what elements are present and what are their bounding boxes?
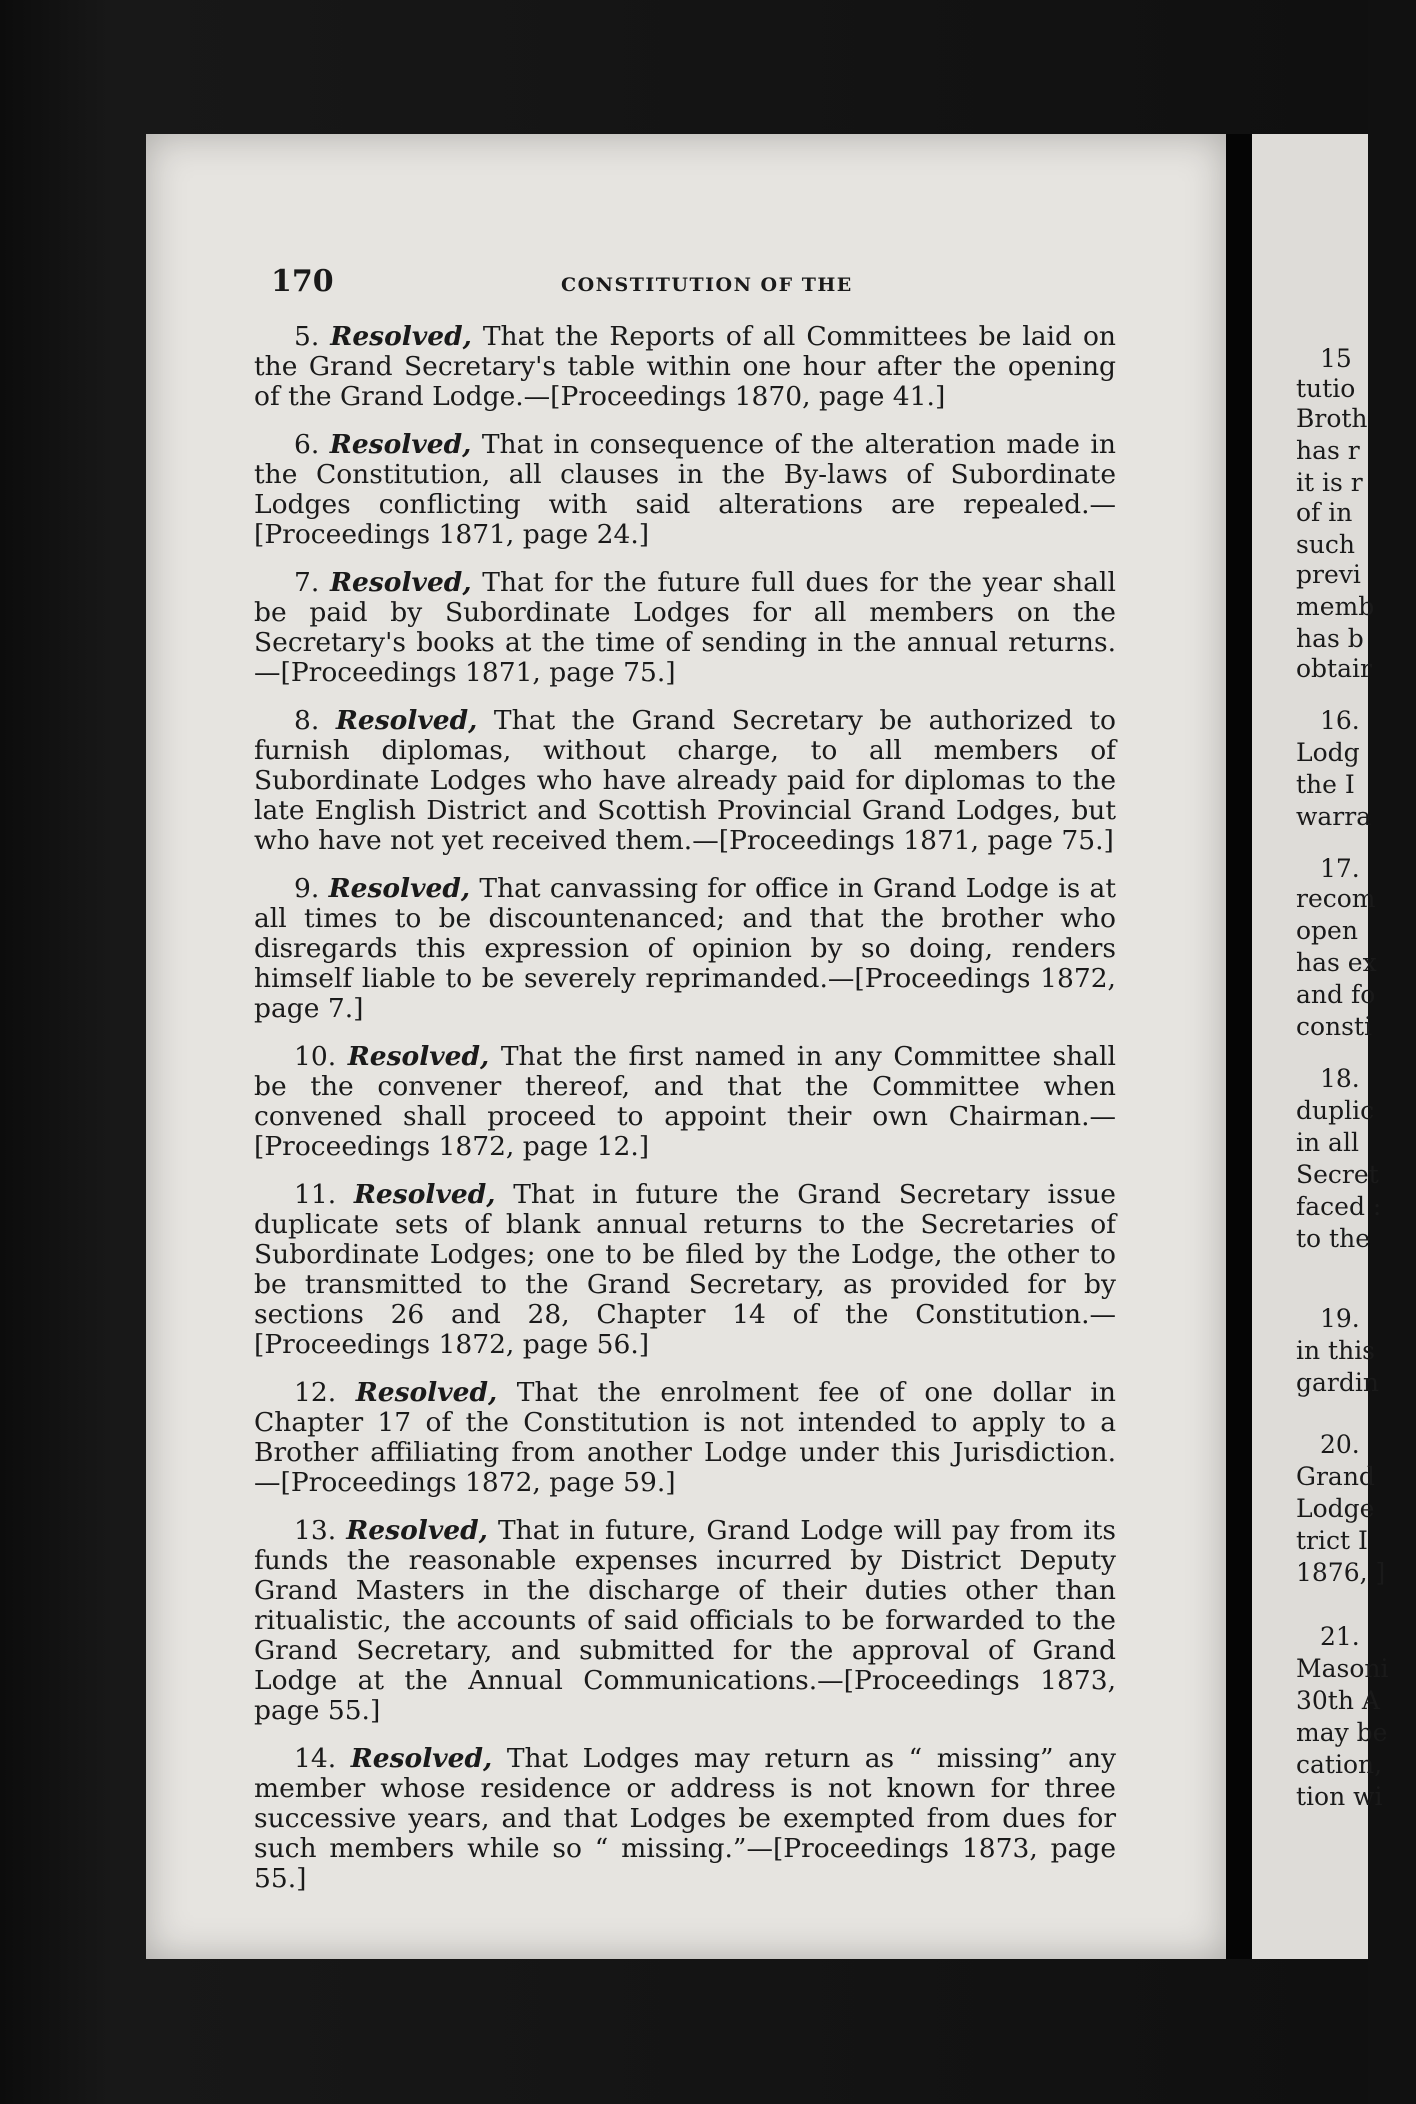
facing-page-fragment: Grand	[1296, 1462, 1375, 1491]
facing-page-fragment: 20.	[1320, 1430, 1360, 1459]
resolution-lead: Resolved,	[346, 1515, 488, 1546]
facing-page-fragment: 1876, ]	[1296, 1558, 1386, 1587]
page-right-fragment	[1252, 134, 1389, 1959]
page-header	[271, 264, 1111, 308]
facing-page-fragment: open	[1296, 916, 1358, 945]
facing-page-fragment: consti	[1296, 1012, 1373, 1041]
resolution-number: 8.	[294, 705, 320, 736]
facing-page-fragment: it is r	[1296, 468, 1363, 497]
resolution-number: 9.	[294, 873, 320, 904]
facing-page-fragment: of in	[1296, 498, 1353, 527]
facing-page-fragment: previ	[1296, 560, 1361, 589]
facing-page-fragment: has r	[1296, 436, 1360, 465]
facing-page-fragment: Broth	[1296, 404, 1368, 433]
resolution-14	[254, 1744, 1116, 1894]
facing-page-fragment: gardin	[1296, 1368, 1379, 1397]
resolution-5	[254, 322, 1116, 412]
facing-page-fragment: 21.	[1320, 1622, 1360, 1651]
facing-page-fragment: duplic	[1296, 1096, 1375, 1125]
facing-page-fragment: cation,	[1296, 1750, 1383, 1779]
resolution-10	[254, 1042, 1116, 1162]
resolution-number: 5.	[294, 321, 320, 352]
resolution-lead: Resolved,	[350, 1743, 493, 1774]
resolution-lead: Resolved,	[329, 429, 472, 460]
facing-page-fragment: trict I	[1296, 1526, 1368, 1555]
resolution-text: That canvassing for office in Grand Lodge is at all times to be discountenanced; and that the brother who disregards this expression of opinion by so doing, renders himself liable to be severely reprimanded.—[Proceedings 1872, page 7.]	[254, 873, 1116, 1024]
resolution-lead: Resolved,	[330, 321, 472, 352]
resolution-text: That in consequence of the alteration made in the Constitution, all clauses in the By-laws of Subordinate Lodges conflicting with said alterations are repealed.—[Proceedings 1871, page 24.]	[254, 429, 1116, 550]
facing-page-fragment: 17.	[1320, 854, 1360, 883]
facing-page-fragment: 16.	[1320, 706, 1360, 735]
resolutions-list	[254, 322, 1116, 1912]
facing-page-fragment: in this	[1296, 1336, 1376, 1365]
facing-page-fragment: 30th A	[1296, 1686, 1380, 1715]
book-gutter	[1226, 134, 1252, 1959]
resolution-text: That the Reports of all Committees be laid on the Grand Secretary's table within one hour after the opening of the Grand Lodge.—[Proceedings 1870, page 41.]	[254, 321, 1116, 412]
resolution-text: That Lodges may return as “ missing” any member whose residence or address is not known for three successive years, and that Lodges be exempted from dues for such members while so “ missing.”—[Proceedings 1873, page 55.]	[254, 1743, 1116, 1894]
resolution-text: That in future the Grand Secretary issue duplicate sets of blank annual returns to the Secretaries of Subordinate Lodges; one to be filed by the Lodge, the other to be transmitted to the Grand Secretary, as provided for by sections 26 and 28, Chapter 14 of the Constitution.—[Proceedings 1872, page 56.]	[254, 1179, 1116, 1360]
facing-page-fragment: warra	[1296, 802, 1372, 831]
page-left	[146, 134, 1226, 1959]
resolution-number: 11.	[294, 1179, 337, 1210]
running-head: CONSTITUTION OF THE	[561, 274, 853, 296]
facing-page-fragment: memb	[1296, 592, 1375, 621]
facing-page-fragment: Masoni	[1296, 1654, 1389, 1683]
facing-page-fragment: recom	[1296, 884, 1376, 913]
resolution-number: 12.	[294, 1377, 337, 1408]
facing-page-fragment: the I	[1296, 770, 1355, 799]
resolution-lead: Resolved,	[353, 1179, 496, 1210]
resolution-13	[254, 1516, 1116, 1726]
resolution-lead: Resolved,	[347, 1041, 490, 1072]
facing-page-fragment: faced :	[1296, 1192, 1382, 1221]
facing-page-fragment: such	[1296, 530, 1356, 559]
facing-page-fragment: to the	[1296, 1224, 1370, 1253]
resolution-11	[254, 1180, 1116, 1360]
resolution-9	[254, 874, 1116, 1024]
resolution-text: That the enrolment fee of one dollar in Chapter 17 of the Constitution is not intended to apply to a Brother affiliating from another Lodge under this Jurisdiction.—[Proceedings 1872, page 59.]	[254, 1377, 1116, 1498]
facing-page-fragment: tutio	[1296, 374, 1356, 403]
facing-page-fragment: Secret	[1296, 1160, 1379, 1189]
facing-page-fragment: has b	[1296, 624, 1364, 653]
facing-page-fragment: obtair	[1296, 654, 1372, 683]
resolution-6	[254, 430, 1116, 550]
facing-page-fragment: 15	[1320, 344, 1352, 373]
facing-page-fragment: tion wi	[1296, 1782, 1383, 1811]
resolution-lead: Resolved,	[355, 1377, 498, 1408]
resolution-number: 13.	[294, 1515, 337, 1546]
facing-page-fragment: may be	[1296, 1718, 1388, 1747]
resolution-number: 6.	[294, 429, 320, 460]
facing-page-fragment: Lodg	[1296, 738, 1360, 767]
page-number: 170	[271, 264, 334, 299]
resolution-text: That the first named in any Committee shall be the convener thereof, and that the Committee when convened shall proceed to appoint their own Chairman.—[Proceedings 1872, page 12.]	[254, 1041, 1116, 1162]
facing-page-fragment: in all	[1296, 1128, 1359, 1157]
resolution-lead: Resolved,	[335, 705, 478, 736]
facing-page-fragment: has ex	[1296, 948, 1377, 977]
resolution-lead: Resolved,	[330, 567, 472, 598]
resolution-text: That in future, Grand Lodge will pay from its funds the reasonable expenses incurred by District Deputy Grand Masters in the discharge of their duties other than ritualistic, the accounts of said officials to be forwarded to the Grand Secretary, and submitted for the approval of Grand Lodge at the Annual Communications.—[Proceedings 1873, page 55.]	[254, 1515, 1116, 1726]
facing-page-fragment: 18.	[1320, 1064, 1360, 1093]
facing-page-fragment: and fo	[1296, 980, 1376, 1009]
facing-page-fragment: 19.	[1320, 1304, 1360, 1333]
resolution-12	[254, 1378, 1116, 1498]
facing-page-fragment: Lodge	[1296, 1494, 1375, 1523]
resolution-text: That for the future full dues for the year shall be paid by Subordinate Lodges for all members on the Secretary's books at the time of sending in the annual returns.—[Proceedings 1871, page 75.]	[254, 567, 1116, 688]
resolution-lead: Resolved,	[328, 873, 471, 904]
resolution-number: 14.	[294, 1743, 337, 1774]
resolution-8	[254, 706, 1116, 856]
resolution-7	[254, 568, 1116, 688]
resolution-number: 10.	[294, 1041, 337, 1072]
resolution-number: 7.	[294, 567, 320, 598]
resolution-text: That the Grand Secretary be authorized to furnish diplomas, without charge, to all members of Subordinate Lodges who have already paid for diplomas to the late English District and Scottish Provincial Grand Lodges, but who have not yet received them.—[Proceedings 1871, page 75.]	[254, 705, 1116, 856]
